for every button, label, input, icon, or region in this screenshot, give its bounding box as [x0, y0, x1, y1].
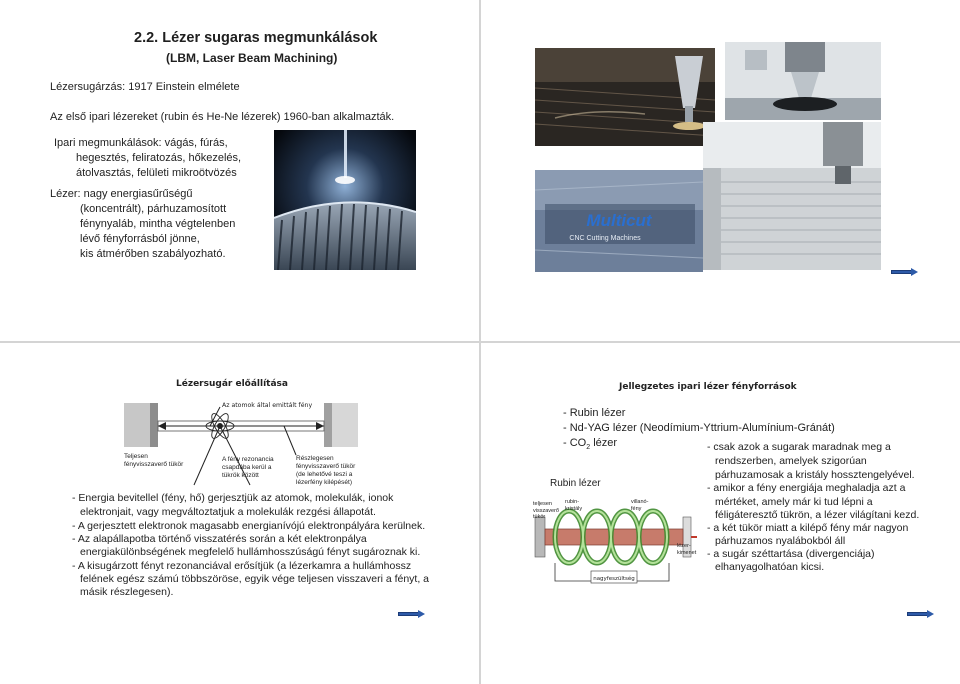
bullet-0-line-0: - Energia bevitellel (fény, hő) gerjesztjük az atomok, molekulák, ionok	[72, 492, 394, 504]
label-resonance: A fény rezonancia csapdába kerül a tükrök között	[222, 456, 274, 479]
label-laser-output: lézer- kimenet	[677, 543, 697, 556]
label-flash-lamp: villanó- fény	[631, 499, 649, 512]
note-1-line-2: féligáteresztő tükrön, a lézer világítani kezd.	[715, 509, 920, 521]
cutting-bed-photo	[703, 122, 881, 270]
multicut-caption: CNC Cutting Machines	[569, 235, 641, 242]
note-0-line-0: - csak azok a sugarak maradnak meg a	[707, 441, 891, 453]
bullet-0-line-1: elektronjait, vagy megváltoztatjuk a molekulák rezgési állapotát.	[80, 506, 376, 518]
bullet-1-line-0: - A gerjesztett elektronok magasabb energianívójú elektronpályára kerülnek.	[72, 520, 426, 532]
nozzle-photo	[725, 42, 881, 120]
multicut-photo	[535, 170, 703, 272]
slide-1-title: 2.2. Lézer sugaras megmunkálások	[134, 30, 378, 46]
bullet-3-line-2: másik részlegesen).	[80, 586, 174, 598]
note-1-line-0: - amikor a fény energiája meghaladja azt a	[707, 482, 906, 494]
ipari-line-2: átolvasztás, felületi mikroötvözés	[76, 167, 237, 179]
note-2-line-0: - a két tükör miatt a kilépő fény már nagyon	[707, 522, 909, 534]
slide-4-heading: Jellegzetes ipari lézer fényforrások	[619, 382, 797, 392]
einstein-line: Lézersugárzás: 1917 Einstein elmélete	[50, 81, 240, 93]
source-co2: - $CO_2$ lézer	[563, 437, 618, 452]
label-emitted-light: Az atomok által emittált fény	[222, 402, 313, 409]
label-full-mirror: Teljesen fényvisszaverő tükör	[124, 453, 184, 468]
next-slide-arrow[interactable]	[907, 610, 935, 618]
next-slide-arrow[interactable]	[891, 268, 919, 276]
ipari-line-1: hegesztés, feliratozás, hőkezelés,	[76, 152, 242, 164]
bullet-3-line-1: felének egész számú többszöröse, egyik vége teljesen visszaveri a fényt, a	[80, 573, 430, 585]
label-high-voltage: nagyfeszültség	[593, 576, 635, 582]
rubin-label: Rubin lézer	[550, 478, 601, 489]
cutting-head-photo	[535, 48, 715, 146]
lezer-line-3: lévő fényforrásból jönne,	[80, 233, 200, 245]
lezer-line-4: kis átmérőben szabályozható.	[80, 248, 226, 260]
note-1-line-1: mértéket, amely már ki tud lépni a	[715, 496, 873, 508]
note-3-line-1: elhanyagolhatóan kicsi.	[715, 561, 825, 573]
laser-cutting-photo	[274, 130, 416, 270]
note-3-line-0: - a sugár széttartása (divergenciája)	[707, 548, 875, 560]
label-full-mirror-ruby: teljesen visszaverő tükör	[533, 501, 559, 520]
note-2-line-1: párhuzamos nyalábokból áll	[715, 535, 846, 547]
label-ruby-crystal: rubin- kristály	[565, 499, 583, 512]
note-0-line-1: rendszerben, amelyek szigorúan	[715, 455, 867, 467]
lezer-line-2: fénynyaláb, mintha végtelenben	[80, 218, 236, 230]
first-lasers-line: Az első ipari lézereket (rubin és He-Ne lézerek) 1960-ban alkalmazták.	[50, 111, 395, 123]
lezer-line-0: Lézer: nagy energiasűrűségű	[50, 188, 193, 200]
slide-2	[480, 0, 960, 342]
note-0-line-2: párhuzamosak a kristály hossztengelyével.	[715, 469, 915, 481]
bullet-2-line-1: energiakülönbségének megfelelő hullámhosszúságú fényt sugároznak ki.	[80, 546, 421, 558]
bullet-3-line-0: - A kisugárzott fényt rezonanciával erősítjük (a lézerkamra a hullámhossz	[72, 560, 412, 572]
slide-4	[480, 342, 960, 684]
lezer-line-1: (koncentrált), párhuzamosított	[80, 203, 227, 215]
bullet-2-line-0: - Az alapállapotba történő visszatérés során a két elektronpálya	[72, 533, 367, 545]
source-ndyag: - Nd-YAG lézer (Neodímium-Yttrium-Alumínium-Gránát)	[563, 422, 835, 434]
next-slide-arrow[interactable]	[398, 610, 426, 618]
source-rubin: - Rubin lézer	[563, 407, 626, 419]
slide-1	[0, 0, 480, 342]
slide-3	[0, 342, 480, 684]
slide-1-subtitle: (LBM, Laser Beam Machining)	[166, 51, 338, 65]
label-partial-mirror: Részlegesen fényvisszaverő tükör (de lehetővé teszi a lézerfény kilépését)	[296, 455, 356, 486]
slide-3-heading: Lézersugár előállítása	[176, 379, 288, 389]
multicut-logo: Multicut	[586, 211, 652, 230]
ipari-line-0: Ipari megmunkálások: vágás, fúrás,	[54, 137, 228, 149]
